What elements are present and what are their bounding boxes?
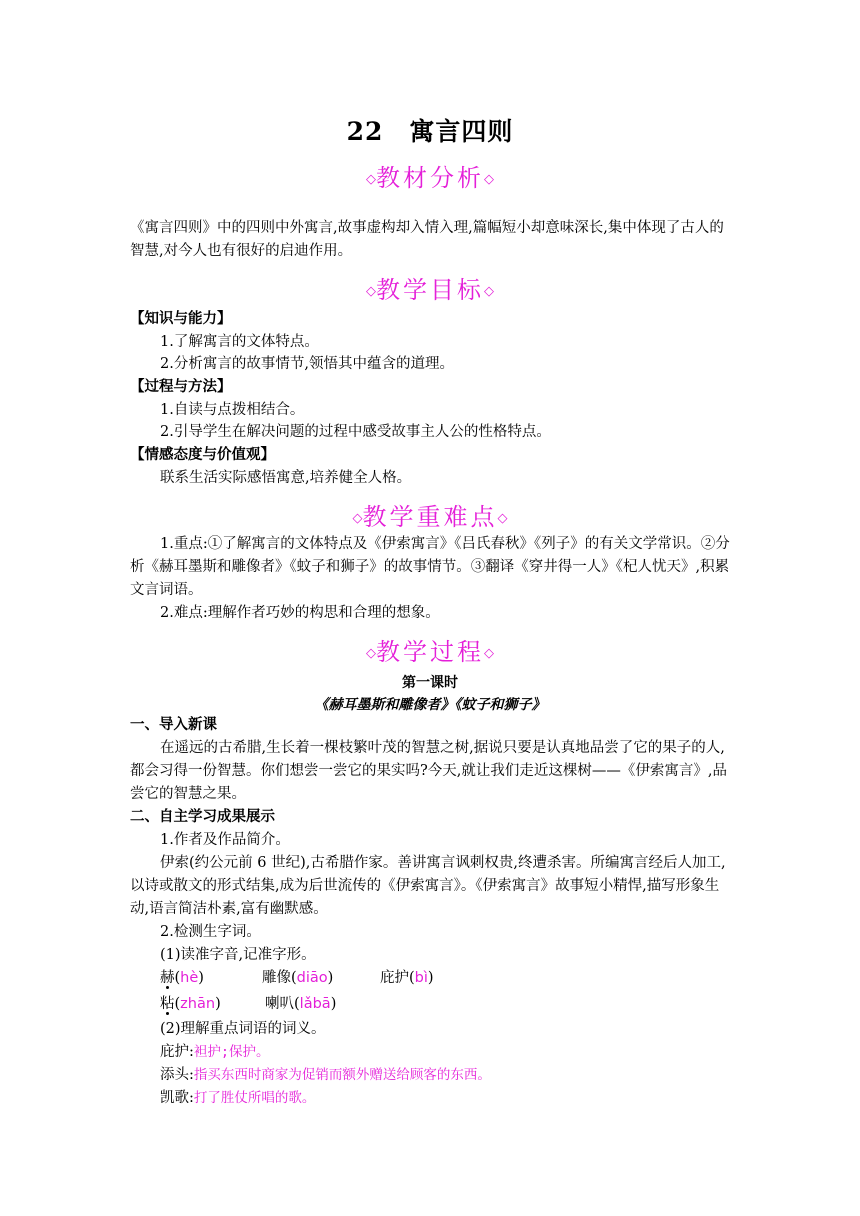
goal-item: 1.自读与点拨相结合。: [160, 402, 305, 418]
lesson-title: 寓言四则: [409, 117, 514, 146]
step-heading-intro: 一、导入新课: [130, 717, 217, 733]
lesson-number: 22: [346, 117, 384, 146]
diamond-icon: ◇: [366, 284, 376, 299]
sub-step: 1.作者及作品简介。: [160, 832, 290, 848]
word-item: 喇叭(lǎbā): [265, 996, 337, 1012]
goals-heading-values: 【情感态度与价值观】: [130, 447, 275, 463]
word-item: 庇护(bì): [380, 970, 434, 986]
section-heading-keypoints: ◇教学重难点◇: [352, 503, 508, 531]
diamond-icon: ◇: [366, 646, 376, 661]
sub-step: (1)读准字音,记准字形。: [160, 947, 316, 963]
diamond-icon: ◇: [497, 511, 508, 526]
author-paragraph: 伊索(约公元前 6 世纪),古希腊作家。善讲寓言讽刺权贵,终遭杀害。所编寓言经后人加工,以诗或散文的形式结集,成为后世流传的《伊索寓言》。《伊索寓言》故事短小精悍,描写形象生动,语言简洁朴素,富有幽默感。: [130, 855, 726, 917]
goal-item: 联系生活实际感悟寓意,培养健全人格。: [160, 470, 412, 486]
definition-item: 添头:指买东西时商家为促销而额外赠送给顾客的东西。: [160, 1067, 491, 1083]
lesson-texts: 《赫耳墨斯和雕像者》《蚊子和狮子》: [314, 697, 546, 713]
word-item: 雕像(diāo): [262, 970, 334, 986]
goal-item: 1.了解寓言的文体特点。: [160, 334, 319, 350]
page-title: [0, 112, 860, 148]
sub-step: 2.检测生字词。: [160, 924, 261, 940]
section-heading-analysis: ◇教材分析◇: [366, 164, 494, 192]
diamond-icon: ◇: [352, 511, 363, 526]
diamond-icon: ◇: [484, 284, 494, 299]
word-item: 粘(zhān): [160, 996, 221, 1012]
analysis-paragraph: 《寓言四则》中的四则中外寓言,故事虚构却入情入理,篇幅短小却意味深长,集中体现了古人的智慧,对今人也有很好的启迪作用。: [130, 220, 724, 259]
intro-paragraph: 在遥远的古希腊,生长着一棵枝繁叶茂的智慧之树,据说只要是认真地品尝了它的果子的人,都会习得一份智慧。你们想尝一尝它的果实吗?今天,就让我们走近这棵树——《伊索寓言》,品尝它的智慧之果。: [130, 740, 727, 802]
goals-heading-knowledge: 【知识与能力】: [130, 311, 232, 327]
goals-heading-process: 【过程与方法】: [130, 379, 232, 395]
section-heading-process: ◇教学过程◇: [366, 638, 494, 666]
difficulty-paragraph: 2.难点:理解作者巧妙的构思和合理的想象。: [160, 605, 440, 621]
goal-item: 2.分析寓言的故事情节,领悟其中蕴含的道理。: [160, 356, 454, 372]
diamond-icon: ◇: [366, 172, 376, 187]
word-item: 赫(hè): [160, 970, 204, 986]
goal-item: 2.引导学生在解决问题的过程中感受故事主人公的性格特点。: [160, 424, 551, 440]
section-heading-goals: ◇教学目标◇: [366, 276, 494, 304]
step-heading-self-study: 二、自主学习成果展示: [130, 809, 275, 825]
keypoint-paragraph: 1.重点:①了解寓言的文体特点及《伊索寓言》《吕氏春秋》《列子》的有关文学常识。②分析《赫耳墨斯和雕像者》《蚊子和狮子》的故事情节。③翻译《穿井得一人》《杞人忧天》,积累文言词语。: [130, 536, 730, 598]
diamond-icon: ◇: [484, 646, 494, 661]
sub-step: (2)理解重点词语的词义。: [160, 1021, 326, 1037]
definition-item: 庇护:袒护;保护。: [160, 1044, 270, 1060]
lesson-period: 第一课时: [402, 675, 458, 691]
diamond-icon: ◇: [484, 172, 494, 187]
definition-item: 凯歌:打了胜仗所唱的歌。: [160, 1090, 316, 1106]
